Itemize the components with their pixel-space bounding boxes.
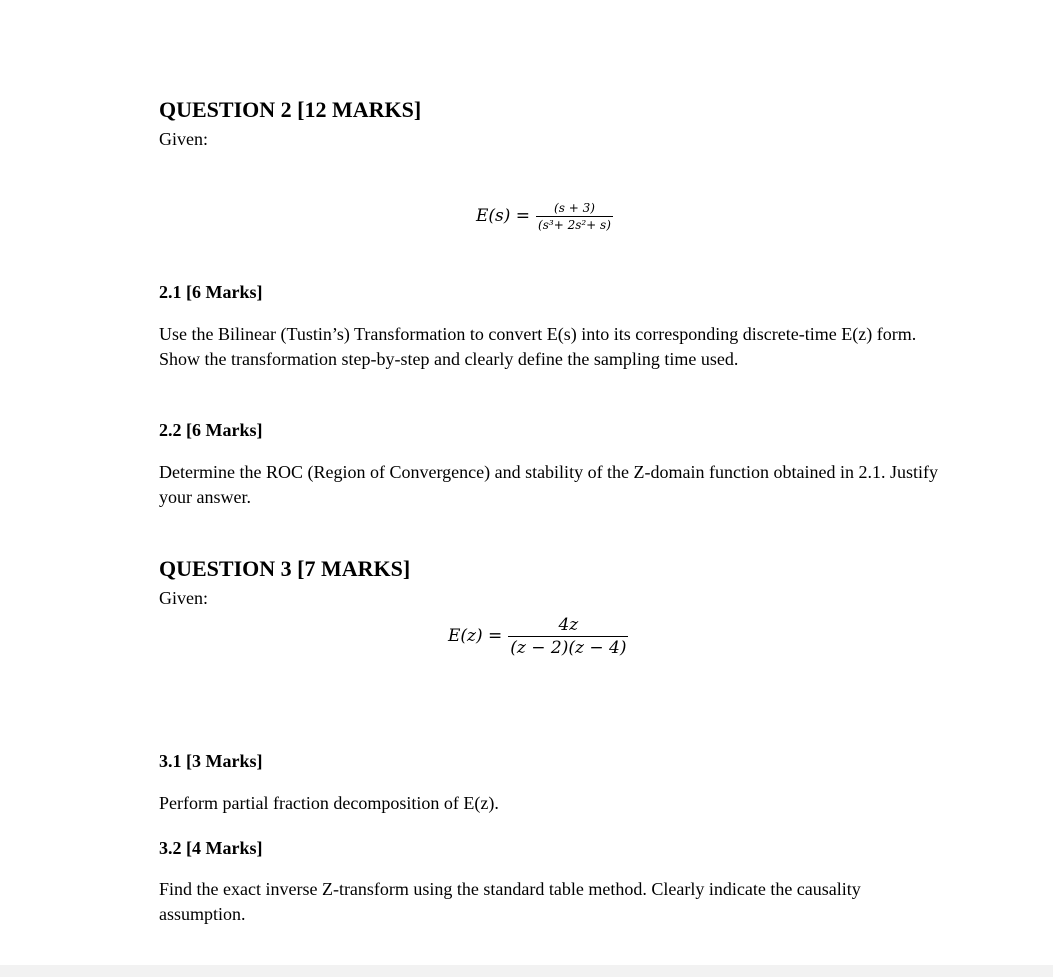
equation-fraction [508, 614, 628, 659]
part-3-2-text: Find the exact inverse Z-transform using the standard table method. Clearly indicate the causality assumption. [159, 879, 861, 924]
question-3-equation [448, 610, 628, 662]
equation-lhs: E(s) = [476, 206, 531, 226]
page-bottom-strip [0, 965, 1053, 977]
part-2-1-heading: 2.1 [6 Marks] [159, 282, 263, 302]
part-3-1-text: Perform partial fraction decomposition of E(z). [159, 793, 499, 813]
part-2-2-heading: 2.2 [6 Marks] [159, 420, 263, 440]
part-2-1-text: Use the Bilinear (Tustin’s) Transformation to convert E(s) into its corresponding discrete-time E(z) form. Show the transformation step-by-step and clearly define the sampling time used. [159, 324, 917, 369]
equation-lhs: E(z) = [448, 626, 503, 646]
part-2-2-text: Determine the ROC (Region of Convergence) and stability of the Z-domain function obtained in 2.1. Justify your answer. [159, 462, 939, 507]
question-2-heading: QUESTION 2 [12 MARKS] [159, 97, 422, 122]
equation-denominator: (z − 2)(z − 4) [510, 637, 627, 658]
question-2-equation [476, 196, 613, 236]
part-3-2-heading: 3.2 [4 Marks] [159, 838, 263, 858]
equation-numerator: 4z [558, 614, 579, 635]
question-3-given-label: Given: [159, 588, 208, 608]
equation-denominator: (s³+ 2s²+ s) [538, 217, 611, 232]
equation-fraction [536, 200, 613, 233]
question-2-given-label: Given: [159, 129, 208, 149]
question-3-heading: QUESTION 3 [7 MARKS] [159, 556, 411, 581]
part-3-1-heading: 3.1 [3 Marks] [159, 751, 263, 771]
equation-numerator: (s + 3) [554, 200, 595, 215]
